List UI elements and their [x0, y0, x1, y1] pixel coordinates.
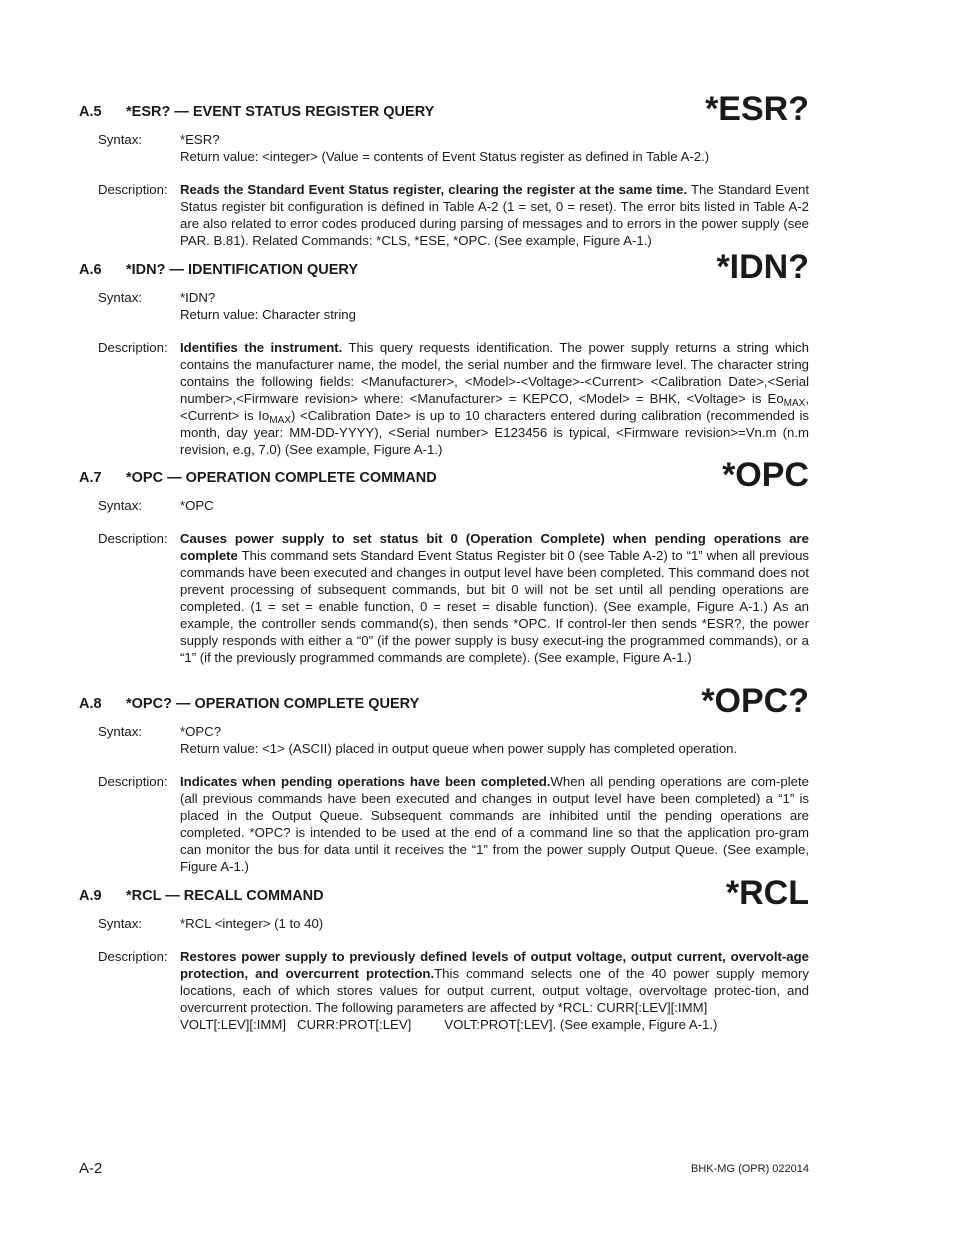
section-number: A.9: [79, 888, 102, 904]
syntax-row: [79, 131, 809, 165]
description-row: [79, 948, 809, 1033]
description-text: Causes power supply to set status bit 0 (Operation Complete) when pending operations are complete This command sets Standard Event Status Register bit 0 (see Table A-2) to “1” when all previous commands have been executed and changes in output level have been completed. This command does not prevent processing of subsequent commands, but bit 0 will not be set until all pending operations are completed. (1 = set = enable function, 0 = reset = disable function). (See example, Figure A-1.) As an example, the controller sends command(s), then sends *OPC. If control-ler then sends *ESR?, the power supply responds with either a “0” (if the power supply is busy execut-ing the programmed commands), or a “1” (if the previously programmed commands are complete). (See example, Figure A-1.): [180, 531, 809, 665]
syntax-row: [79, 915, 809, 932]
section-heading: [79, 680, 809, 720]
syntax-label: Syntax:: [98, 724, 142, 739]
description-text: Indicates when pending operations have been completed.When all pending operations are com-plete (all previous commands have been executed and changes in output level have been completed) a “1” is placed in the Output Queue. Subsequent commands are inhibited until the pending operations are completed. *OPC? is intended to be used at the end of a command line so that the application pro-gram can monitor the bus for data until it receives the “1” from the power supply Output Queue. (See example, Figure A-1.): [180, 774, 809, 874]
command-tab: *RCL: [725, 874, 809, 912]
section-title: *IDN? — IDENTIFICATION QUERY: [126, 262, 358, 278]
return-value: Return value: <1> (ASCII) placed in output queue when power supply has completed operation.: [180, 741, 738, 756]
section-a8: [79, 680, 809, 875]
syntax-label: Syntax:: [98, 498, 142, 513]
section-title: *RCL — RECALL COMMAND: [126, 888, 324, 904]
command-tab: *OPC: [722, 456, 809, 494]
section-a9: [79, 872, 809, 1033]
description-row: [79, 339, 809, 458]
syntax-value: *OPC?: [180, 724, 222, 739]
section-a5: [79, 88, 809, 249]
syntax-row: [79, 289, 809, 323]
syntax-row: [79, 723, 809, 757]
syntax-label: Syntax:: [98, 916, 142, 931]
command-tab: *OPC?: [701, 682, 809, 720]
section-heading: [79, 246, 809, 286]
syntax-value: *OPC: [180, 498, 214, 513]
description-row: [79, 181, 809, 249]
description-text: Reads the Standard Event Status register, clearing the register at the same time. The Standard Event Status register bit configuration is defined in Table A-2 (1 = set, 0 = reset). The error bits listed in Table A-2 are also related to error codes produced during parsing of messages and to errors in the power supply (see PAR. B.81). Related Commands: *CLS, *ESE, *OPC. (See example, Figure A-1.): [180, 182, 809, 248]
description-last-line: VOLT[:LEV][:IMM] CURR:PROT[:LEV] VOLT:PROT[:LEV]. (See example, Figure A-1.): [180, 1017, 718, 1032]
description-text: Identifies the instrument. This query requests identification. The power supply returns a string which contains the manufacturer name, the model, the serial number and the firmware level. The character string contains the following fields: <Manufacturer>, <Model>-<Voltage>-<Current> <Calibration Date>,<Serial number>,<Firmware revision> where: <Manufacturer> = KEPCO, <Model> = BHK, <Voltage> is $Eo_{MAX}$, <Current> is $Io_{MAX}$) <Calibration Date> is up to 10 characters entered during calibration (recommended is month, day year: MM-DD-YYYY), <Serial number> E123456 is typical, <Firmware revision>=Vn.m (n.m revision, e.g, 7.0) (See example, Figure A-1.): [180, 340, 809, 457]
section-number: A.8: [79, 696, 102, 712]
section-heading: [79, 872, 809, 912]
document-id: BHK-MG (OPR) 022014: [691, 1163, 809, 1175]
section-number: A.6: [79, 262, 102, 278]
return-value: Return value: <integer> (Value = contents of Event Status register as defined in Table A-2.): [180, 149, 710, 164]
section-heading: [79, 88, 809, 128]
description-row: [79, 530, 809, 666]
return-value: Return value: Character string: [180, 307, 356, 322]
section-a6: [79, 246, 809, 458]
command-tab: *IDN?: [716, 248, 809, 286]
syntax-label: Syntax:: [98, 132, 142, 147]
section-a7: [79, 454, 809, 666]
syntax-value: *IDN?: [180, 290, 216, 305]
description-label: Description:: [98, 531, 168, 546]
section-number: A.5: [79, 104, 102, 120]
syntax-value: *RCL <integer> (1 to 40): [180, 916, 324, 931]
page-footer: [79, 1160, 809, 1180]
section-title: *OPC? — OPERATION COMPLETE QUERY: [126, 696, 420, 712]
syntax-label: Syntax:: [98, 290, 142, 305]
syntax-row: [79, 497, 809, 514]
section-number: A.7: [79, 470, 102, 486]
description-label: Description:: [98, 182, 168, 197]
section-title: *ESR? — EVENT STATUS REGISTER QUERY: [126, 104, 435, 120]
command-tab: *ESR?: [705, 90, 809, 128]
description-label: Description:: [98, 340, 168, 355]
description-row: [79, 773, 809, 875]
description-label: Description:: [98, 949, 168, 964]
section-title: *OPC — OPERATION COMPLETE COMMAND: [126, 470, 437, 486]
description-text: Restores power supply to previously defined levels of output voltage, output current, overvolt-age protection, and overcurrent protection.This command selects one of the 40 power supply memory locations, each of which stores values for output current, output voltage, overvoltage protec-tion, and overcurrent protection. The following parameters are affected by *RCL: CURR[:LEV][:IMM] VOLT[:LEV][:IMM] CURR:PROT[:LEV] VOLT:PROT[:LEV]. (See example, Figure A-1.): [180, 949, 809, 1032]
page-number: A-2: [79, 1160, 103, 1177]
syntax-value: *ESR?: [180, 132, 220, 147]
section-heading: [79, 454, 809, 494]
description-label: Description:: [98, 774, 168, 789]
